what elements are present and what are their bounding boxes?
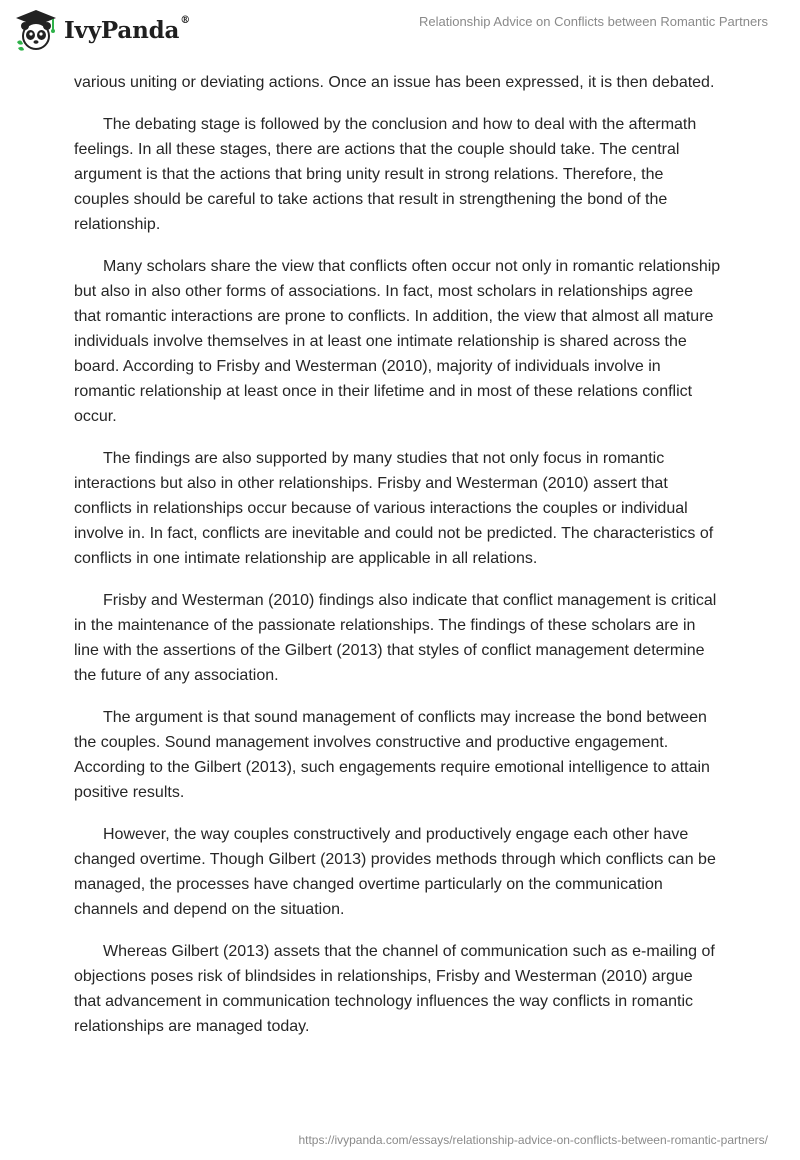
paragraph: Frisby and Westerman (2010) findings also indicate that conflict management is critical in the maintenance of the passionate relationships. The findings of these scholars are in line with the assertions of the Gilbert (2013) that styles of conflict management determine the future of any association. (74, 592, 717, 684)
brand-logo[interactable] (14, 8, 190, 52)
panda-graduation-cap-icon (14, 8, 58, 52)
paragraph-continued: various uniting or deviating actions. Once an issue has been expressed, it is then debated. (74, 74, 715, 91)
paragraph: Whereas Gilbert (2013) assets that the channel of communication such as e-mailing of objections poses risk of blindsides in relationships, Frisby and Westerman (2010) argue that advancement in communication technology influences the way conflicts in romantic relationships are managed today. (74, 943, 715, 1035)
registered-mark: ® (180, 14, 190, 26)
brand-name: IvyPanda® (64, 14, 190, 44)
paragraph: The findings are also supported by many studies that not only focus in romantic interactions but also in other relationships. Frisby and Westerman (2010) assert that conflicts in relationships occur because of various interactions the couples or individual involve in. In fact, conflicts are inevitable and could not be predicted. The characteristics of conflicts in one intimate relationship are applicable in all relations. (74, 450, 714, 567)
running-title: Relationship Advice on Conflicts between Romantic Partners (418, 14, 768, 29)
paragraph: However, the way couples constructively and productively engage each other have changed overtime. Though Gilbert (2013) provides methods through which conflicts can be managed, the processes have changed overtime particularly on the communication channels and depend on the situation. (74, 826, 716, 918)
essay-body (74, 70, 722, 1056)
paragraph: Many scholars share the view that conflicts often occur not only in romantic relationship but also in also other forms of associations. In fact, most scholars in relationships agree that romantic interactions are prone to conflicts. In addition, the view that almost all mature individuals involve themselves in at least one intimate relationship is shared across the board. According to Frisby and Westerman (2010), majority of individuals involve in romantic relationship at least once in their lifetime and in most of these relations conflict occur. (74, 258, 721, 425)
page-header (0, 0, 800, 60)
paragraph: The debating stage is followed by the conclusion and how to deal with the aftermath feelings. In all these stages, there are actions that the couple should take. The central argument is that the actions that bring unity result in strong relations. Therefore, the couples should be careful to take actions that result in strengthening the bond of the relationship. (74, 116, 697, 233)
source-url[interactable]: https://ivypanda.com/essays/relationship-advice-on-conflicts-between-romantic-partners/ (298, 1133, 768, 1147)
paragraph: The argument is that sound management of conflicts may increase the bond between the couples. Sound management involves constructive and productive engagement. According to the Gilbert (2013), such engagements require emotional intelligence to attain positive results. (74, 709, 710, 801)
